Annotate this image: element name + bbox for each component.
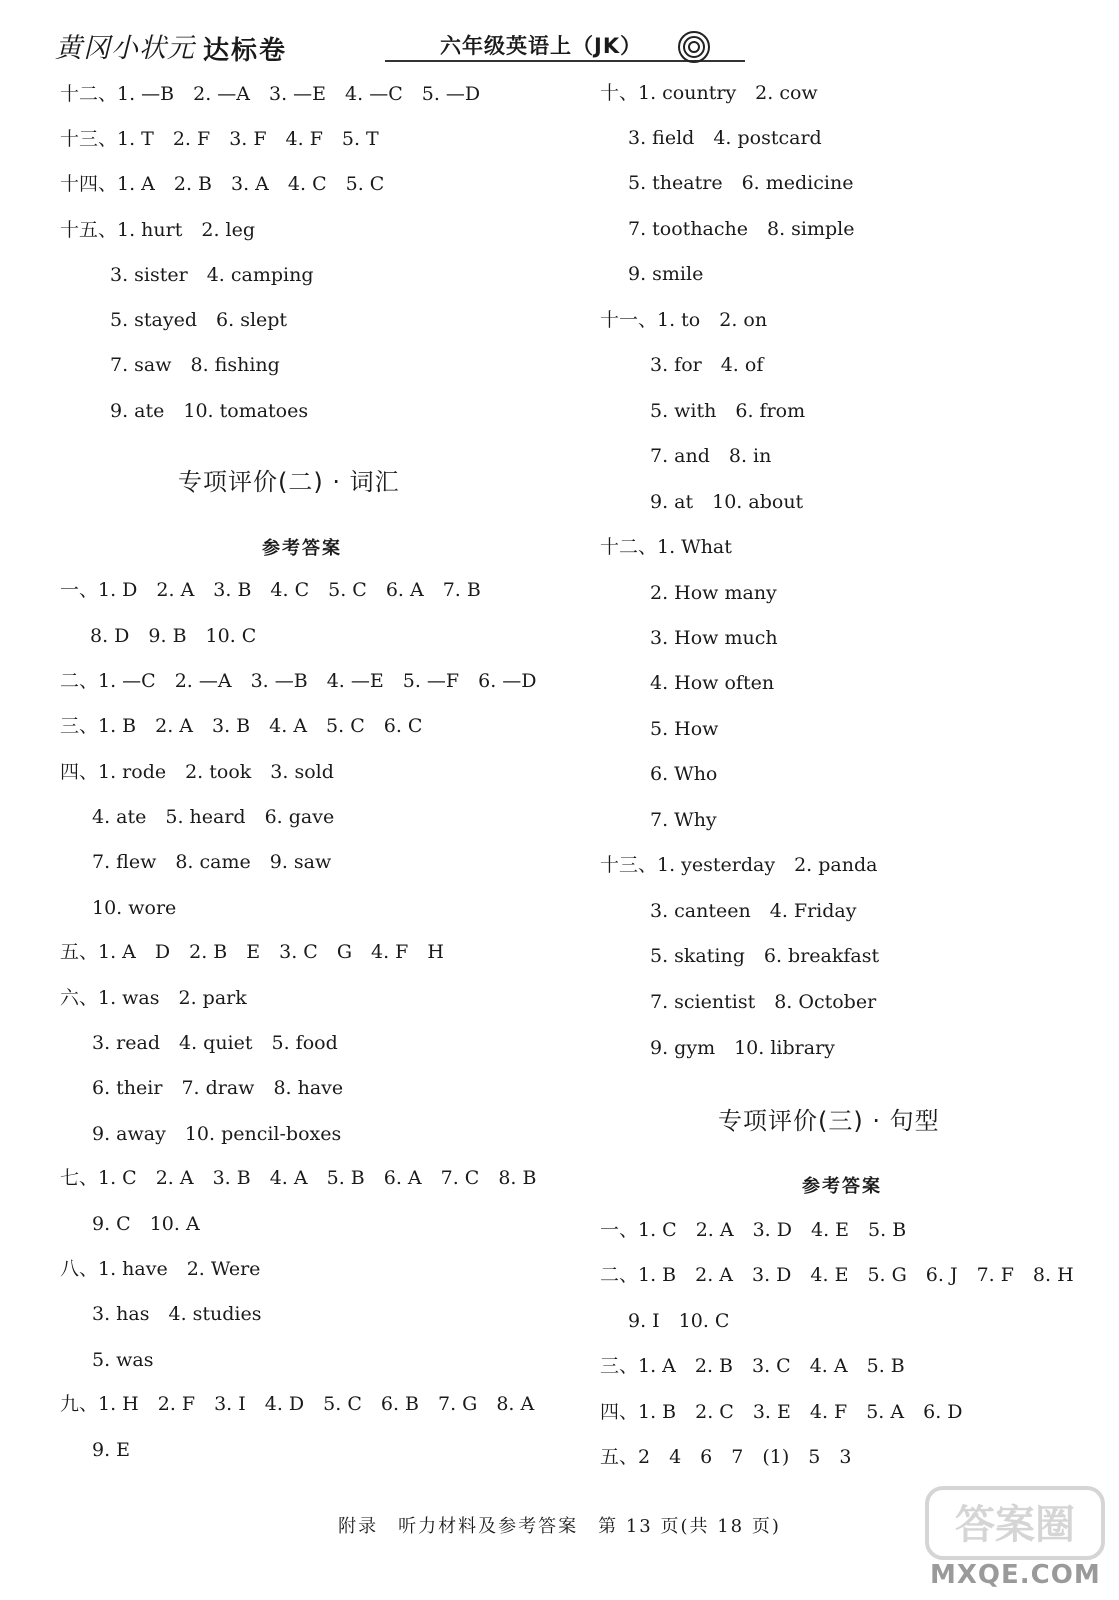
answer-line: 3. canteen 4. Friday xyxy=(650,900,857,922)
watermark-chars: 答案圈 xyxy=(955,1502,1075,1548)
answer-line: 7. Why xyxy=(650,809,717,831)
answer-line: 七、1. C 2. A 3. B 4. A 5. B 6. A 7. C 8. B xyxy=(60,1167,537,1189)
answer-line: 四、1. B 2. C 3. E 4. F 5. A 6. D xyxy=(600,1401,963,1423)
section-subtitle: 参考答案 xyxy=(262,538,342,559)
answer-line: 7. flew 8. came 9. saw xyxy=(92,851,332,873)
answer-line: 4. ate 5. heard 6. gave xyxy=(92,806,335,828)
answer-line: 3. field 4. postcard xyxy=(628,127,822,149)
answer-line: 6. their 7. draw 8. have xyxy=(92,1077,344,1099)
swirl-icon xyxy=(677,30,711,64)
answer-line: 9. C 10. A xyxy=(92,1213,200,1235)
answer-line: 五、1. A D 2. B E 3. C G 4. F H xyxy=(60,941,444,963)
page-header xyxy=(55,18,1065,68)
answer-line: 九、1. H 2. F 3. I 4. D 5. C 6. B 7. G 8. A xyxy=(60,1393,535,1415)
answer-line: 3. has 4. studies xyxy=(92,1303,262,1325)
answer-line: 6. Who xyxy=(650,763,718,785)
section-subtitle: 参考答案 xyxy=(802,1176,882,1197)
answer-line: 9. away 10. pencil-boxes xyxy=(92,1123,342,1145)
answer-line: 9. gym 10. library xyxy=(650,1037,835,1059)
answer-line: 7. saw 8. fishing xyxy=(110,354,280,376)
answer-line: 三、1. A 2. B 3. C 4. A 5. B xyxy=(600,1355,905,1377)
answer-line: 十二、1. What xyxy=(600,536,732,558)
answer-line: 一、1. C 2. A 3. D 4. E 5. B xyxy=(600,1219,907,1241)
answer-line: 5. How xyxy=(650,718,719,740)
answer-line: 9. E xyxy=(92,1439,131,1461)
answer-line: 5. theatre 6. medicine xyxy=(628,172,854,194)
answer-line: 3. read 4. quiet 5. food xyxy=(92,1032,338,1054)
answer-line: 5. skating 6. breakfast xyxy=(650,945,880,967)
answer-line: 八、1. have 2. Were xyxy=(60,1258,261,1280)
answer-line: 一、1. D 2. A 3. B 4. C 5. C 6. A 7. B xyxy=(60,579,481,601)
answer-line: 十三、1. yesterday 2. panda xyxy=(600,854,878,876)
section-title-sentences: 专项评价(三) · 句型 xyxy=(718,1107,940,1135)
answer-line: 十二、1. —B 2. —A 3. —E 4. —C 5. —D xyxy=(60,83,481,105)
section-title-vocabulary: 专项评价(二) · 词汇 xyxy=(178,468,400,496)
answer-line: 7. toothache 8. simple xyxy=(628,218,855,240)
answer-line: 7. and 8. in xyxy=(650,445,772,467)
answer-line: 四、1. rode 2. took 3. sold xyxy=(60,761,334,783)
page-footer: 附录 听力材料及参考答案 第 13 页(共 18 页) xyxy=(338,1516,781,1537)
answer-line: 9. ate 10. tomatoes xyxy=(110,400,309,422)
answer-line: 8. D 9. B 10. C xyxy=(90,625,257,647)
watermark-text: MXQE.COM xyxy=(930,1560,1101,1590)
book-title: 六年级英语上（JK） xyxy=(440,34,643,58)
answer-line: 5. with 6. from xyxy=(650,400,806,422)
answer-line: 3. How much xyxy=(650,627,778,649)
answer-line: 3. sister 4. camping xyxy=(110,264,314,286)
answer-line: 二、1. —C 2. —A 3. —B 4. —E 5. —F 6. —D xyxy=(60,670,537,692)
answer-line: 十三、1. T 2. F 3. F 4. F 5. T xyxy=(60,128,379,150)
answer-line: 五、2 4 6 7 (1) 5 3 xyxy=(600,1446,852,1468)
answer-line: 5. was xyxy=(92,1349,154,1371)
brand-logo-text: 黄冈小状元 xyxy=(55,33,195,64)
answer-line: 二、1. B 2. A 3. D 4. E 5. G 6. J 7. F 8. H xyxy=(600,1264,1074,1286)
answer-line: 4. How often xyxy=(650,672,775,694)
answer-line: 十一、1. to 2. on xyxy=(600,309,768,331)
answer-line: 三、1. B 2. A 3. B 4. A 5. C 6. C xyxy=(60,715,423,737)
answer-line: 10. wore xyxy=(92,897,177,919)
answer-line: 9. I 10. C xyxy=(628,1310,730,1332)
answer-line: 5. stayed 6. slept xyxy=(110,309,288,331)
brand-subtitle: 达标卷 xyxy=(203,36,288,66)
answer-line: 3. for 4. of xyxy=(650,354,764,376)
answer-line: 7. scientist 8. October xyxy=(650,991,877,1013)
answer-line: 十四、1. A 2. B 3. A 4. C 5. C xyxy=(60,173,385,195)
answer-line: 9. at 10. about xyxy=(650,491,804,513)
answer-line: 十、1. country 2. cow xyxy=(600,82,818,104)
answer-line: 2. How many xyxy=(650,582,777,604)
answer-line: 9. smile xyxy=(628,263,704,285)
answer-line: 六、1. was 2. park xyxy=(60,987,247,1009)
answer-line: 十五、1. hurt 2. leg xyxy=(60,219,256,241)
